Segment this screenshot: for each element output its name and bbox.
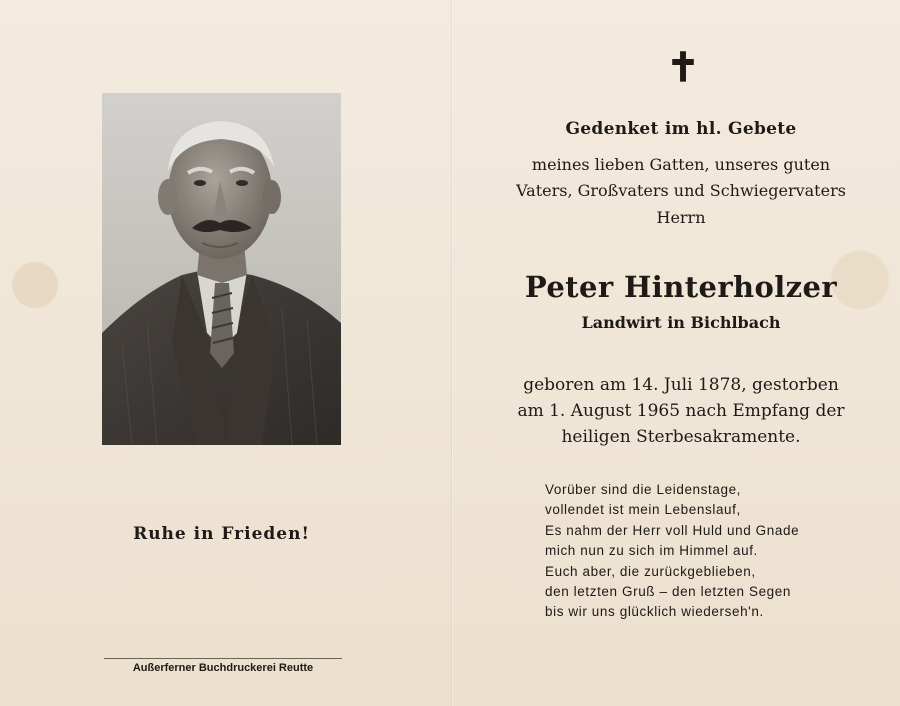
remember-heading: Gedenket im hl. Gebete	[565, 119, 797, 139]
occupation: Landwirt in Bichlbach	[581, 313, 781, 332]
rest-in-peace-text: Ruhe in Frieden!	[133, 524, 310, 544]
dates-line-3: heiligen Sterbesakramente.	[561, 427, 801, 447]
poem-line: Vorüber sind die Leidenstage,	[545, 482, 742, 497]
poem-line: den letzten Gruß – den letzten Segen	[545, 584, 791, 600]
printer-divider	[104, 658, 342, 659]
dates-line-2: am 1. August 1965 nach Empfang der	[517, 401, 845, 421]
printer-imprint: Außerferner Buchdruckerei Reutte	[132, 662, 314, 674]
cross-icon: ✝	[666, 44, 700, 91]
intro-line-2: Vaters, Großvaters und Schwiegervaters	[516, 181, 846, 200]
intro-line-1: meines lieben Gatten, unseres guten	[531, 155, 831, 174]
poem-line: vollendet ist mein Lebenslauf,	[545, 502, 741, 518]
portrait-photo	[102, 93, 341, 445]
poem	[545, 480, 885, 623]
right-panel	[453, 0, 900, 706]
intro-line-3: Herrn	[656, 208, 706, 227]
dates-line-1: geboren am 14. Juli 1878, gestorben	[523, 375, 839, 395]
portrait-illustration	[102, 93, 341, 445]
poem-line: Es nahm der Herr voll Huld und Gnade	[545, 522, 800, 538]
deceased-name: Peter Hinterholzer	[524, 270, 838, 304]
poem-line: bis wir uns glücklich wiederseh'n.	[545, 604, 764, 620]
poem-line: mich nun zu sich im Himmel auf.	[545, 543, 758, 559]
poem-line: Euch aber, die zurückgeblieben,	[545, 563, 756, 579]
